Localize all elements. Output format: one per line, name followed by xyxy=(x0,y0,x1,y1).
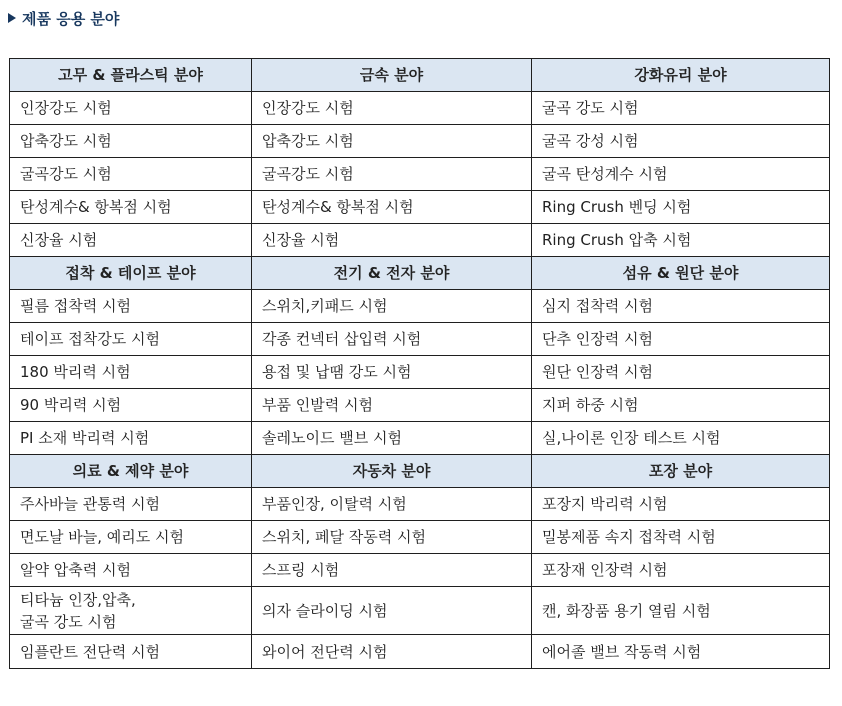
table-cell: 굴곡 강도 시험 xyxy=(532,92,830,125)
table-cell: 단추 인장력 시험 xyxy=(532,323,830,356)
table-cell: 굴곡 탄성계수 시험 xyxy=(532,158,830,191)
table-cell: 90 박리력 시험 xyxy=(10,389,252,422)
table-cell: 테이프 접착강도 시험 xyxy=(10,323,252,356)
table-cell: 굴곡 강성 시험 xyxy=(532,125,830,158)
table-row xyxy=(10,158,830,191)
table-cell: Ring Crush 압축 시험 xyxy=(532,224,830,257)
table-cell: 탄성계수& 항복점 시험 xyxy=(10,191,252,224)
application-table xyxy=(9,58,830,669)
table-cell: 부품 인발력 시험 xyxy=(252,389,532,422)
table-cell: 부품인장, 이탈력 시험 xyxy=(252,488,532,521)
table-header-row xyxy=(10,59,830,92)
table-cell: 주사바늘 관통력 시험 xyxy=(10,488,252,521)
table-cell: 지퍼 하중 시험 xyxy=(532,389,830,422)
table-header-row xyxy=(10,455,830,488)
table-cell: 의자 슬라이딩 시험 xyxy=(252,587,532,635)
table-cell: 솔레노이드 밸브 시험 xyxy=(252,422,532,455)
table-cell: 임플란트 전단력 시험 xyxy=(10,635,252,669)
table-row xyxy=(10,125,830,158)
category-header: 고무 & 플라스틱 분야 xyxy=(10,59,252,92)
table-header-row xyxy=(10,257,830,290)
table-cell: 포장재 인장력 시험 xyxy=(532,554,830,587)
table-cell: 용접 및 납땜 강도 시험 xyxy=(252,356,532,389)
table-row xyxy=(10,554,830,587)
category-header: 자동차 분야 xyxy=(252,455,532,488)
table-row xyxy=(10,389,830,422)
table-cell: 스위치,키패드 시험 xyxy=(252,290,532,323)
table-cell: 굴곡강도 시험 xyxy=(252,158,532,191)
table-cell: 인장강도 시험 xyxy=(252,92,532,125)
table-cell: 압축강도 시험 xyxy=(10,125,252,158)
table-cell: 인장강도 시험 xyxy=(10,92,252,125)
table-row xyxy=(10,356,830,389)
table-row xyxy=(10,290,830,323)
section-heading xyxy=(8,7,119,29)
table-cell: 탄성계수& 항복점 시험 xyxy=(252,191,532,224)
table-cell: 굴곡강도 시험 xyxy=(10,158,252,191)
table-row xyxy=(10,191,830,224)
table-row xyxy=(10,488,830,521)
table-cell: 심지 접착력 시험 xyxy=(532,290,830,323)
table-row xyxy=(10,422,830,455)
table-cell: 신장율 시험 xyxy=(252,224,532,257)
table-cell: 180 박리력 시험 xyxy=(10,356,252,389)
section-heading-text: 제품 응용 분야 xyxy=(22,9,120,28)
category-header: 접착 & 테이프 분야 xyxy=(10,257,252,290)
table-cell: 캔, 화장품 용기 열림 시험 xyxy=(532,587,830,635)
table-cell: 압축강도 시험 xyxy=(252,125,532,158)
table-cell: 와이어 전단력 시험 xyxy=(252,635,532,669)
table-cell: 밀봉제품 속지 접착력 시험 xyxy=(532,521,830,554)
table-cell: 스위치, 페달 작동력 시험 xyxy=(252,521,532,554)
category-header: 전기 & 전자 분야 xyxy=(252,257,532,290)
category-header: 금속 분야 xyxy=(252,59,532,92)
table-cell: 원단 인장력 시험 xyxy=(532,356,830,389)
triangle-bullet-icon xyxy=(8,13,16,23)
table-cell: 에어졸 밸브 작동력 시험 xyxy=(532,635,830,669)
table-cell: 필름 접착력 시험 xyxy=(10,290,252,323)
category-header: 강화유리 분야 xyxy=(532,59,830,92)
table-cell: 신장율 시험 xyxy=(10,224,252,257)
category-header: 섬유 & 원단 분야 xyxy=(532,257,830,290)
table-row xyxy=(10,323,830,356)
table-cell: 각종 컨넥터 삽입력 시험 xyxy=(252,323,532,356)
table-cell: 알약 압축력 시험 xyxy=(10,554,252,587)
table-cell: Ring Crush 벤딩 시험 xyxy=(532,191,830,224)
table-cell: 스프링 시험 xyxy=(252,554,532,587)
table-row xyxy=(10,521,830,554)
table-cell: PI 소재 박리력 시험 xyxy=(10,422,252,455)
category-header: 의료 & 제약 분야 xyxy=(10,455,252,488)
table-row xyxy=(10,635,830,669)
table-row xyxy=(10,92,830,125)
table-cell: 포장지 박리력 시험 xyxy=(532,488,830,521)
table-row xyxy=(10,587,830,635)
category-header: 포장 분야 xyxy=(532,455,830,488)
table-cell: 면도날 바늘, 예리도 시험 xyxy=(10,521,252,554)
table-cell: 실,나이론 인장 테스트 시험 xyxy=(532,422,830,455)
table-cell: 티타늄 인장,압축, 굴곡 강도 시험 xyxy=(10,587,252,635)
table-row xyxy=(10,224,830,257)
